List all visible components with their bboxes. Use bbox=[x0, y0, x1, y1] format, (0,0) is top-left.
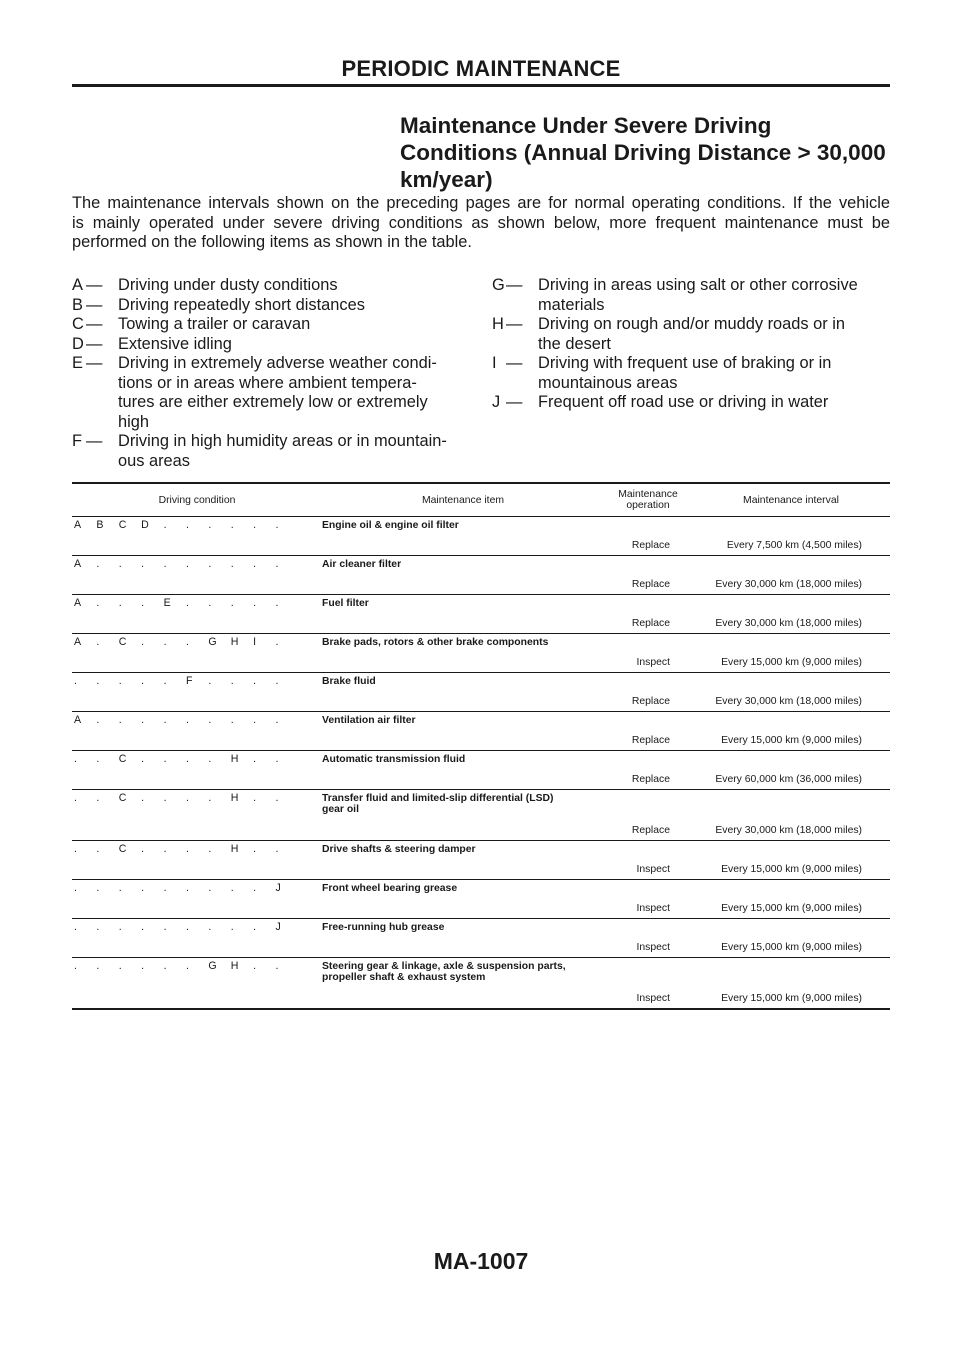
condition-letter: I bbox=[492, 354, 497, 372]
cell-driving-condition bbox=[72, 634, 322, 673]
maintenance-item-name bbox=[322, 961, 604, 983]
cell-maintenance-interval: Every 30,000 km (18,000 miles) bbox=[715, 825, 862, 836]
condition-code: . bbox=[96, 882, 100, 894]
condition-code: B bbox=[96, 519, 104, 531]
maintenance-item-line: Drive shafts & steering damper bbox=[322, 844, 476, 855]
table-row bbox=[72, 751, 890, 790]
condition-code: . bbox=[141, 714, 145, 726]
condition-item bbox=[492, 393, 890, 413]
header-driving-condition: Driving condition bbox=[72, 483, 322, 517]
condition-item bbox=[72, 354, 462, 432]
cell-driving-condition bbox=[72, 880, 322, 919]
cell-driving-condition bbox=[72, 673, 322, 712]
maintenance-item-name bbox=[322, 676, 604, 687]
condition-code: . bbox=[253, 843, 257, 855]
maintenance-item-name bbox=[322, 559, 604, 570]
condition-code: . bbox=[230, 675, 234, 687]
condition-text-line: Towing a trailer or caravan bbox=[118, 315, 311, 333]
condition-code: . bbox=[163, 843, 167, 855]
maintenance-item-line: Air cleaner filter bbox=[322, 559, 402, 570]
condition-code: . bbox=[185, 843, 189, 855]
condition-code: . bbox=[275, 792, 279, 804]
condition-text-line: Frequent off road use or driving in water bbox=[538, 393, 829, 411]
condition-text bbox=[118, 315, 462, 335]
conditions-list-left bbox=[72, 276, 462, 471]
condition-code: J bbox=[275, 882, 281, 894]
condition-code: . bbox=[74, 960, 77, 972]
maintenance-item-line: Steering gear & linkage, axle & suspension parts, bbox=[322, 961, 566, 972]
cell-maintenance-operation: Replace bbox=[631, 540, 670, 551]
condition-code: . bbox=[185, 714, 189, 726]
cell-maintenance-item bbox=[322, 712, 604, 751]
maintenance-item-line: gear oil bbox=[322, 804, 359, 815]
condition-code: C bbox=[118, 519, 127, 531]
condition-text-line: Extensive idling bbox=[118, 334, 232, 353]
condition-code: . bbox=[163, 960, 167, 972]
intro-paragraph bbox=[72, 194, 890, 253]
condition-code: . bbox=[141, 921, 145, 933]
condition-code: . bbox=[141, 960, 145, 972]
table-row bbox=[72, 517, 890, 556]
maintenance-item-line: Engine oil & engine oil filter bbox=[322, 520, 459, 531]
condition-code: F bbox=[185, 675, 193, 687]
condition-text-line: Driving under dusty conditions bbox=[118, 276, 338, 294]
condition-code: . bbox=[208, 792, 212, 804]
condition-code: I bbox=[253, 636, 257, 648]
cell-maintenance-item bbox=[322, 880, 604, 919]
condition-code: . bbox=[275, 519, 279, 531]
page-header-title: PERIODIC MAINTENANCE bbox=[341, 56, 621, 81]
table-row bbox=[72, 958, 890, 1010]
maintenance-item-name bbox=[322, 520, 604, 531]
condition-letter: H bbox=[492, 315, 504, 333]
condition-dash: — bbox=[86, 334, 103, 353]
condition-code: . bbox=[74, 921, 77, 933]
condition-text-line: tions or in areas where ambient tempera- bbox=[118, 373, 417, 392]
intro-line: performed on the following items as shown in the table. bbox=[72, 233, 472, 251]
condition-code: . bbox=[96, 714, 100, 726]
cell-maintenance-operation: Inspect bbox=[636, 903, 670, 914]
header-maintenance-operation bbox=[604, 483, 692, 517]
cell-maintenance-item bbox=[322, 790, 604, 841]
section-title-line: km/year) bbox=[400, 167, 493, 192]
condition-code: . bbox=[185, 558, 189, 570]
condition-code: . bbox=[163, 753, 167, 765]
table-row bbox=[72, 919, 890, 958]
intro-line: is mainly operated under severe driving conditions as shown below, more frequent maintenance must be bbox=[72, 213, 890, 232]
condition-text-line: ous areas bbox=[118, 451, 190, 470]
condition-code: . bbox=[253, 597, 257, 609]
condition-code: . bbox=[118, 882, 122, 894]
condition-letter: B bbox=[72, 295, 83, 314]
condition-code: . bbox=[230, 921, 234, 933]
maintenance-item-line: Brake fluid bbox=[322, 676, 376, 687]
condition-code: . bbox=[208, 519, 212, 531]
condition-codes bbox=[72, 844, 298, 855]
table-row bbox=[72, 880, 890, 919]
condition-codes bbox=[72, 961, 298, 972]
condition-code: J bbox=[275, 921, 281, 933]
maintenance-item-name bbox=[322, 793, 604, 815]
table-row bbox=[72, 712, 890, 751]
condition-text bbox=[538, 393, 890, 413]
maintenance-item-line: Brake pads, rotors & other brake components bbox=[322, 637, 549, 648]
cell-maintenance-item bbox=[322, 673, 604, 712]
intro-line: The maintenance intervals shown on the preceding pages are for normal operating conditions. If the vehicle bbox=[72, 194, 890, 212]
condition-code: C bbox=[118, 636, 127, 648]
condition-code: G bbox=[208, 636, 217, 648]
condition-code: . bbox=[275, 558, 279, 570]
cell-driving-condition bbox=[72, 712, 322, 751]
condition-codes bbox=[72, 559, 298, 570]
condition-text bbox=[118, 296, 462, 316]
condition-code: . bbox=[253, 558, 257, 570]
condition-code: . bbox=[230, 519, 234, 531]
table-row bbox=[72, 841, 890, 880]
cell-maintenance-operation: Inspect bbox=[636, 993, 670, 1004]
maintenance-item-name bbox=[322, 637, 604, 648]
condition-code: . bbox=[96, 558, 100, 570]
condition-codes bbox=[72, 754, 298, 765]
condition-dash: — bbox=[506, 393, 523, 411]
condition-code: . bbox=[253, 519, 257, 531]
cell-maintenance-interval: Every 30,000 km (18,000 miles) bbox=[715, 579, 862, 590]
condition-text-line: Driving in areas using salt or other corrosive bbox=[538, 276, 858, 294]
condition-code: . bbox=[141, 558, 145, 570]
condition-item bbox=[72, 296, 462, 316]
cell-maintenance-interval: Every 30,000 km (18,000 miles) bbox=[715, 696, 862, 707]
condition-code: . bbox=[185, 960, 189, 972]
header-operation-line: operation bbox=[626, 500, 670, 511]
condition-code: . bbox=[208, 675, 212, 687]
cell-maintenance-operation: Inspect bbox=[636, 942, 670, 953]
condition-code: . bbox=[275, 843, 279, 855]
condition-code: . bbox=[185, 636, 189, 648]
condition-code: . bbox=[96, 960, 100, 972]
condition-text bbox=[118, 432, 462, 471]
condition-code: . bbox=[208, 843, 212, 855]
condition-letter: E bbox=[72, 354, 83, 372]
condition-letter: D bbox=[72, 334, 84, 353]
condition-code: D bbox=[141, 519, 149, 531]
condition-code: . bbox=[163, 675, 167, 687]
cell-driving-condition bbox=[72, 841, 322, 880]
table-row bbox=[72, 595, 890, 634]
table-row bbox=[72, 634, 890, 673]
cell-maintenance-interval: Every 15,000 km (9,000 miles) bbox=[721, 903, 862, 914]
condition-codes bbox=[72, 676, 298, 687]
condition-code: . bbox=[275, 960, 279, 972]
condition-code: . bbox=[141, 597, 145, 609]
condition-text bbox=[538, 315, 890, 354]
maintenance-item-line: propeller shaft & exhaust system bbox=[322, 972, 486, 983]
cell-maintenance-interval: Every 15,000 km (9,000 miles) bbox=[721, 942, 862, 953]
condition-code: . bbox=[253, 921, 257, 933]
cell-maintenance-operation: Replace bbox=[631, 579, 670, 590]
condition-text-line: high bbox=[118, 412, 149, 431]
condition-code: . bbox=[141, 636, 145, 648]
section-title bbox=[400, 112, 900, 193]
condition-code: C bbox=[118, 792, 127, 804]
cell-maintenance-operation: Replace bbox=[631, 825, 670, 836]
cell-driving-condition bbox=[72, 595, 322, 634]
cell-maintenance-item bbox=[322, 634, 604, 673]
condition-text bbox=[538, 354, 890, 393]
condition-code: . bbox=[118, 558, 122, 570]
condition-code: . bbox=[96, 675, 100, 687]
cell-driving-condition bbox=[72, 517, 322, 556]
condition-text-line: materials bbox=[538, 295, 605, 314]
condition-code: H bbox=[230, 636, 239, 648]
condition-code: . bbox=[96, 921, 100, 933]
condition-code: . bbox=[208, 714, 212, 726]
condition-code: H bbox=[230, 792, 239, 804]
table-row bbox=[72, 790, 890, 841]
page-number: MA-1007 bbox=[433, 1248, 529, 1274]
condition-codes bbox=[72, 793, 298, 804]
condition-code: . bbox=[275, 597, 279, 609]
condition-letter: F bbox=[72, 432, 83, 450]
section-title-line: Conditions (Annual Driving Distance > 30,000 bbox=[400, 140, 886, 165]
condition-code: . bbox=[141, 792, 145, 804]
condition-code: . bbox=[141, 675, 145, 687]
condition-item bbox=[72, 335, 462, 355]
condition-text-line: Driving repeatedly short distances bbox=[118, 295, 365, 314]
condition-code: A bbox=[74, 558, 82, 570]
condition-code: . bbox=[141, 753, 145, 765]
cell-maintenance-interval: Every 60,000 km (36,000 miles) bbox=[715, 774, 862, 785]
condition-code: . bbox=[163, 882, 167, 894]
cell-maintenance-interval: Every 15,000 km (9,000 miles) bbox=[721, 657, 862, 668]
condition-code: A bbox=[74, 714, 82, 726]
condition-dash: — bbox=[86, 354, 103, 372]
condition-code: . bbox=[96, 792, 100, 804]
condition-code: . bbox=[230, 558, 234, 570]
condition-code: . bbox=[208, 753, 212, 765]
condition-letter: J bbox=[492, 393, 501, 411]
condition-code: . bbox=[253, 675, 257, 687]
cell-maintenance-operation: Replace bbox=[631, 774, 670, 785]
condition-dash: — bbox=[86, 276, 103, 294]
maintenance-item-name bbox=[322, 844, 604, 855]
condition-code: . bbox=[74, 753, 77, 765]
condition-dash: — bbox=[506, 354, 523, 372]
condition-code: . bbox=[74, 675, 77, 687]
maintenance-item-name bbox=[322, 715, 604, 726]
cell-driving-condition bbox=[72, 790, 322, 841]
cell-maintenance-interval: Every 15,000 km (9,000 miles) bbox=[721, 735, 862, 746]
condition-code: . bbox=[163, 792, 167, 804]
maintenance-item-line: Transfer fluid and limited-slip differential (LSD) bbox=[322, 793, 554, 804]
condition-code: . bbox=[253, 753, 257, 765]
condition-item bbox=[72, 432, 462, 471]
condition-code: . bbox=[275, 636, 279, 648]
cell-maintenance-operation: Inspect bbox=[636, 657, 670, 668]
condition-code: H bbox=[230, 753, 239, 765]
condition-letter: A bbox=[72, 276, 83, 294]
condition-text-line: tures are either extremely low or extremely bbox=[118, 393, 428, 411]
section-title-line: Maintenance Under Severe Driving bbox=[400, 113, 772, 138]
condition-code: . bbox=[253, 714, 257, 726]
condition-code: . bbox=[275, 714, 279, 726]
condition-code: . bbox=[208, 921, 212, 933]
cell-driving-condition bbox=[72, 919, 322, 958]
condition-code: . bbox=[163, 519, 167, 531]
maintenance-item-name bbox=[322, 883, 604, 894]
condition-code: . bbox=[96, 597, 100, 609]
condition-text-line: the desert bbox=[538, 334, 611, 353]
condition-code: . bbox=[185, 921, 189, 933]
condition-code: C bbox=[118, 753, 127, 765]
condition-text-line: Driving with frequent use of braking or in bbox=[538, 354, 832, 372]
condition-code: . bbox=[253, 792, 257, 804]
cell-maintenance-interval: Every 7,500 km (4,500 miles) bbox=[726, 540, 862, 551]
condition-code: . bbox=[253, 882, 257, 894]
cell-maintenance-interval: Every 30,000 km (18,000 miles) bbox=[715, 618, 862, 629]
cell-maintenance-item bbox=[322, 556, 604, 595]
condition-code: . bbox=[96, 753, 100, 765]
cell-maintenance-item bbox=[322, 517, 604, 556]
condition-code: . bbox=[275, 753, 279, 765]
condition-code: . bbox=[208, 597, 212, 609]
maintenance-item-line: Free-running hub grease bbox=[322, 922, 445, 933]
condition-codes bbox=[72, 598, 298, 609]
condition-code: . bbox=[141, 882, 145, 894]
condition-code: . bbox=[275, 675, 279, 687]
table-row bbox=[72, 673, 890, 712]
condition-code: . bbox=[208, 558, 212, 570]
condition-code: . bbox=[74, 792, 77, 804]
maintenance-item-name bbox=[322, 598, 604, 609]
header-operation-line: Maintenance bbox=[618, 489, 678, 500]
condition-code: A bbox=[74, 597, 82, 609]
condition-code: E bbox=[163, 597, 171, 609]
condition-code: . bbox=[185, 792, 189, 804]
condition-code: . bbox=[163, 636, 167, 648]
condition-code: . bbox=[74, 843, 77, 855]
condition-item bbox=[492, 354, 890, 393]
condition-item bbox=[492, 315, 890, 354]
condition-text-line: Driving in extremely adverse weather condi- bbox=[118, 354, 437, 372]
condition-code: . bbox=[208, 882, 212, 894]
condition-code: . bbox=[118, 714, 122, 726]
condition-text-line: Driving on rough and/or muddy roads or in bbox=[538, 315, 846, 333]
condition-letter: G bbox=[492, 276, 505, 294]
condition-code: . bbox=[118, 675, 122, 687]
condition-code: . bbox=[185, 597, 189, 609]
condition-code: . bbox=[163, 921, 167, 933]
header-maintenance-item: Maintenance item bbox=[322, 483, 604, 517]
condition-code: . bbox=[163, 558, 167, 570]
cell-driving-condition bbox=[72, 556, 322, 595]
condition-code: . bbox=[230, 714, 234, 726]
cell-maintenance-operation: Replace bbox=[631, 735, 670, 746]
cell-driving-condition bbox=[72, 958, 322, 1010]
condition-code: . bbox=[74, 882, 77, 894]
condition-code: . bbox=[185, 882, 189, 894]
condition-code: . bbox=[253, 960, 257, 972]
maintenance-item-line: Ventilation air filter bbox=[322, 715, 416, 726]
cell-maintenance-interval: Every 15,000 km (9,000 miles) bbox=[721, 993, 862, 1004]
conditions-list-right bbox=[492, 276, 890, 413]
cell-maintenance-operation: Replace bbox=[631, 618, 670, 629]
header-maintenance-interval: Maintenance interval bbox=[692, 483, 890, 517]
condition-codes bbox=[72, 922, 298, 933]
condition-code: H bbox=[230, 960, 239, 972]
condition-codes bbox=[72, 883, 298, 894]
maintenance-item-line: Fuel filter bbox=[322, 598, 369, 609]
condition-dash: — bbox=[506, 315, 523, 333]
cell-driving-condition bbox=[72, 751, 322, 790]
cell-maintenance-item bbox=[322, 595, 604, 634]
condition-codes bbox=[72, 637, 298, 648]
condition-code: . bbox=[185, 753, 189, 765]
condition-item bbox=[72, 276, 462, 296]
condition-text bbox=[538, 276, 890, 315]
cell-maintenance-item bbox=[322, 958, 604, 1010]
condition-letter: C bbox=[72, 315, 84, 333]
maintenance-item-line: Automatic transmission fluid bbox=[322, 754, 466, 765]
condition-code: H bbox=[230, 843, 239, 855]
maintenance-item-name bbox=[322, 922, 604, 933]
cell-maintenance-item bbox=[322, 841, 604, 880]
condition-code: . bbox=[141, 843, 145, 855]
condition-code: . bbox=[96, 636, 100, 648]
condition-code: . bbox=[118, 921, 122, 933]
condition-code: . bbox=[230, 882, 234, 894]
condition-text-line: Driving in high humidity areas or in mountain- bbox=[118, 432, 447, 450]
condition-text bbox=[118, 354, 462, 432]
condition-text bbox=[118, 276, 462, 296]
condition-code: C bbox=[118, 843, 127, 855]
condition-item bbox=[492, 276, 890, 315]
condition-code: . bbox=[118, 597, 122, 609]
cell-maintenance-interval: Every 15,000 km (9,000 miles) bbox=[721, 864, 862, 875]
header-rule bbox=[72, 84, 890, 87]
table-row bbox=[72, 556, 890, 595]
condition-codes bbox=[72, 520, 298, 531]
condition-item bbox=[72, 315, 462, 335]
condition-code: . bbox=[96, 843, 100, 855]
maintenance-item-line: Front wheel bearing grease bbox=[322, 883, 458, 894]
condition-code: . bbox=[118, 960, 122, 972]
condition-dash: — bbox=[86, 432, 103, 450]
condition-code: . bbox=[185, 519, 189, 531]
condition-code: A bbox=[74, 636, 82, 648]
table-header-row bbox=[72, 483, 890, 517]
condition-codes bbox=[72, 715, 298, 726]
condition-code: . bbox=[163, 714, 167, 726]
cell-maintenance-item bbox=[322, 751, 604, 790]
condition-dash: — bbox=[86, 315, 103, 333]
maintenance-table bbox=[72, 482, 890, 1010]
condition-text bbox=[118, 335, 462, 355]
cell-maintenance-item bbox=[322, 919, 604, 958]
cell-maintenance-operation: Inspect bbox=[636, 864, 670, 875]
condition-code: A bbox=[74, 519, 82, 531]
condition-code: G bbox=[208, 960, 217, 972]
condition-code: . bbox=[230, 597, 234, 609]
condition-dash: — bbox=[86, 295, 103, 314]
condition-text-line: mountainous areas bbox=[538, 373, 678, 392]
cell-maintenance-operation: Replace bbox=[631, 696, 670, 707]
condition-dash: — bbox=[506, 276, 523, 294]
maintenance-item-name bbox=[322, 754, 604, 765]
